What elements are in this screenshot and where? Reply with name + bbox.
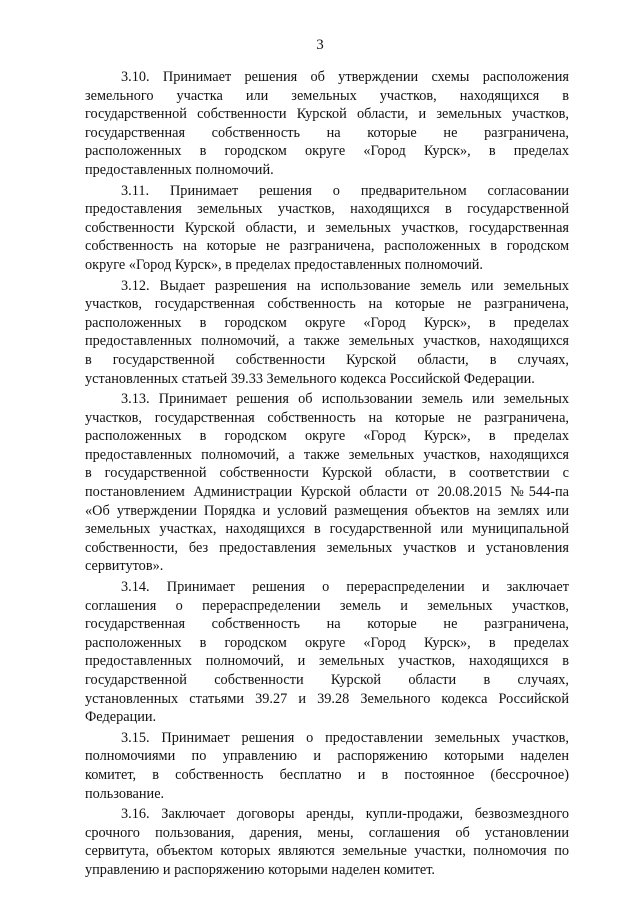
paragraph-3-14 [85,578,569,727]
text-line: расположенных в городском округе «Город Курск», в пределах [85,143,569,160]
paragraph-3-16 [85,805,569,879]
text-line: собственности Курской области, и земельных участков, государственная [85,219,569,236]
text-line: государственная собственность на которые не разграничена, [85,616,569,633]
text-line: 3.10. Принимает решения об утверждении схемы расположения [121,69,569,85]
text-line: 3.15. Принимает решения о предоставлении земельных участков, [121,729,569,746]
text-line: собственности, без предоставления земельных участков и установления [85,539,569,556]
text-line: установленных статьями 39.27 и 39.28 Земельного кодекса Российской [85,690,569,707]
text-line: государственная собственность на которые не разграничена, [85,124,569,141]
text-line: пользование. [85,785,165,802]
paragraph-3-15 [85,729,569,803]
text-line: в государственной собственности Курской области, в соответствии с [85,465,569,482]
document-body [85,68,569,882]
text-line: Федерации. [85,709,157,726]
text-line: участков, государственная собственность на которые не разграничена, [85,409,569,426]
text-line: 3.11. Принимает решения о предварительном согласовании [121,182,569,199]
text-line: расположенных в городском округе «Город Курск», в пределах [85,634,569,651]
text-line: расположенных в городском округе «Город Курск», в пределах [85,428,569,445]
text-line: участков, государственная собственность на которые не разграничена, [85,296,569,313]
text-line: в государственной собственности Курской области, в случаях, [85,351,569,368]
text-line: государственной собственности Курской области, и земельных участков, [85,106,569,123]
text-line: постановлением Администрации Курской области от 20.08.2015 №544-па [85,484,569,501]
text-line: предоставленных полномочий, и земельных участков, находящихся в [85,653,569,670]
paragraph-3-13 [85,390,569,576]
text-line: 3.13. Принимает решения об использовании земель или земельных [121,391,569,408]
text-line: сервитута, объектом которых являются земельные участки, полномочия по [85,843,569,860]
text-line: срочного пользования, дарения, мены, соглашения об установлении [85,824,569,841]
text-line: предоставленных полномочий. [85,161,274,178]
text-line: 3.12. Выдает разрешения на использование земель или земельных [121,277,569,294]
text-line: расположенных в городском округе «Город Курск», в пределах [85,314,569,331]
text-line: округе «Город Курск», в пределах предоставленных полномочий. [85,256,483,273]
text-line: сервитутов». [85,558,164,575]
text-line: государственной собственности Курской области в случаях, [85,672,569,688]
paragraph-3-10 [85,68,569,180]
text-line: собственность на которые не разграничена, расположенных в городском [85,238,569,255]
text-line: полномочиями по управлению и распоряжению которыми наделен [85,748,569,765]
text-line: комитет, в собственность бесплатно и в постоянное (бессрочное) [85,766,569,783]
text-line: 3.14. Принимает решения о перераспределении и заключает [121,579,569,596]
paragraph-3-11 [85,182,569,275]
text-line: земельных участках, находящихся в государственной или муниципальной [85,521,569,538]
paragraph-3-12 [85,277,569,389]
text-line: «Об утверждении Порядка и условий размещения объектов на землях или [85,502,569,519]
text-line: 3.16. Заключает договоры аренды, купли-продажи, безвозмездного [121,806,569,823]
page-number: 3 [316,37,324,53]
text-line: предоставленных полномочий, а также земельных участков, находящихся [85,446,569,463]
text-line: предоставления земельных участков, находящихся в государственной [85,201,569,218]
text-line: соглашения о перераспределении земель и земельных участков, [85,597,569,614]
text-line: предоставленных полномочий, а также земельных участков, находящихся [85,333,569,350]
text-line: земельного участка или земельных участков, находящихся в [85,87,569,104]
text-line: установленных статьей 39.33 Земельного кодекса Российской Федерации. [85,370,535,387]
text-line: управлению и распоряжению которыми наделен комитет. [85,861,435,878]
